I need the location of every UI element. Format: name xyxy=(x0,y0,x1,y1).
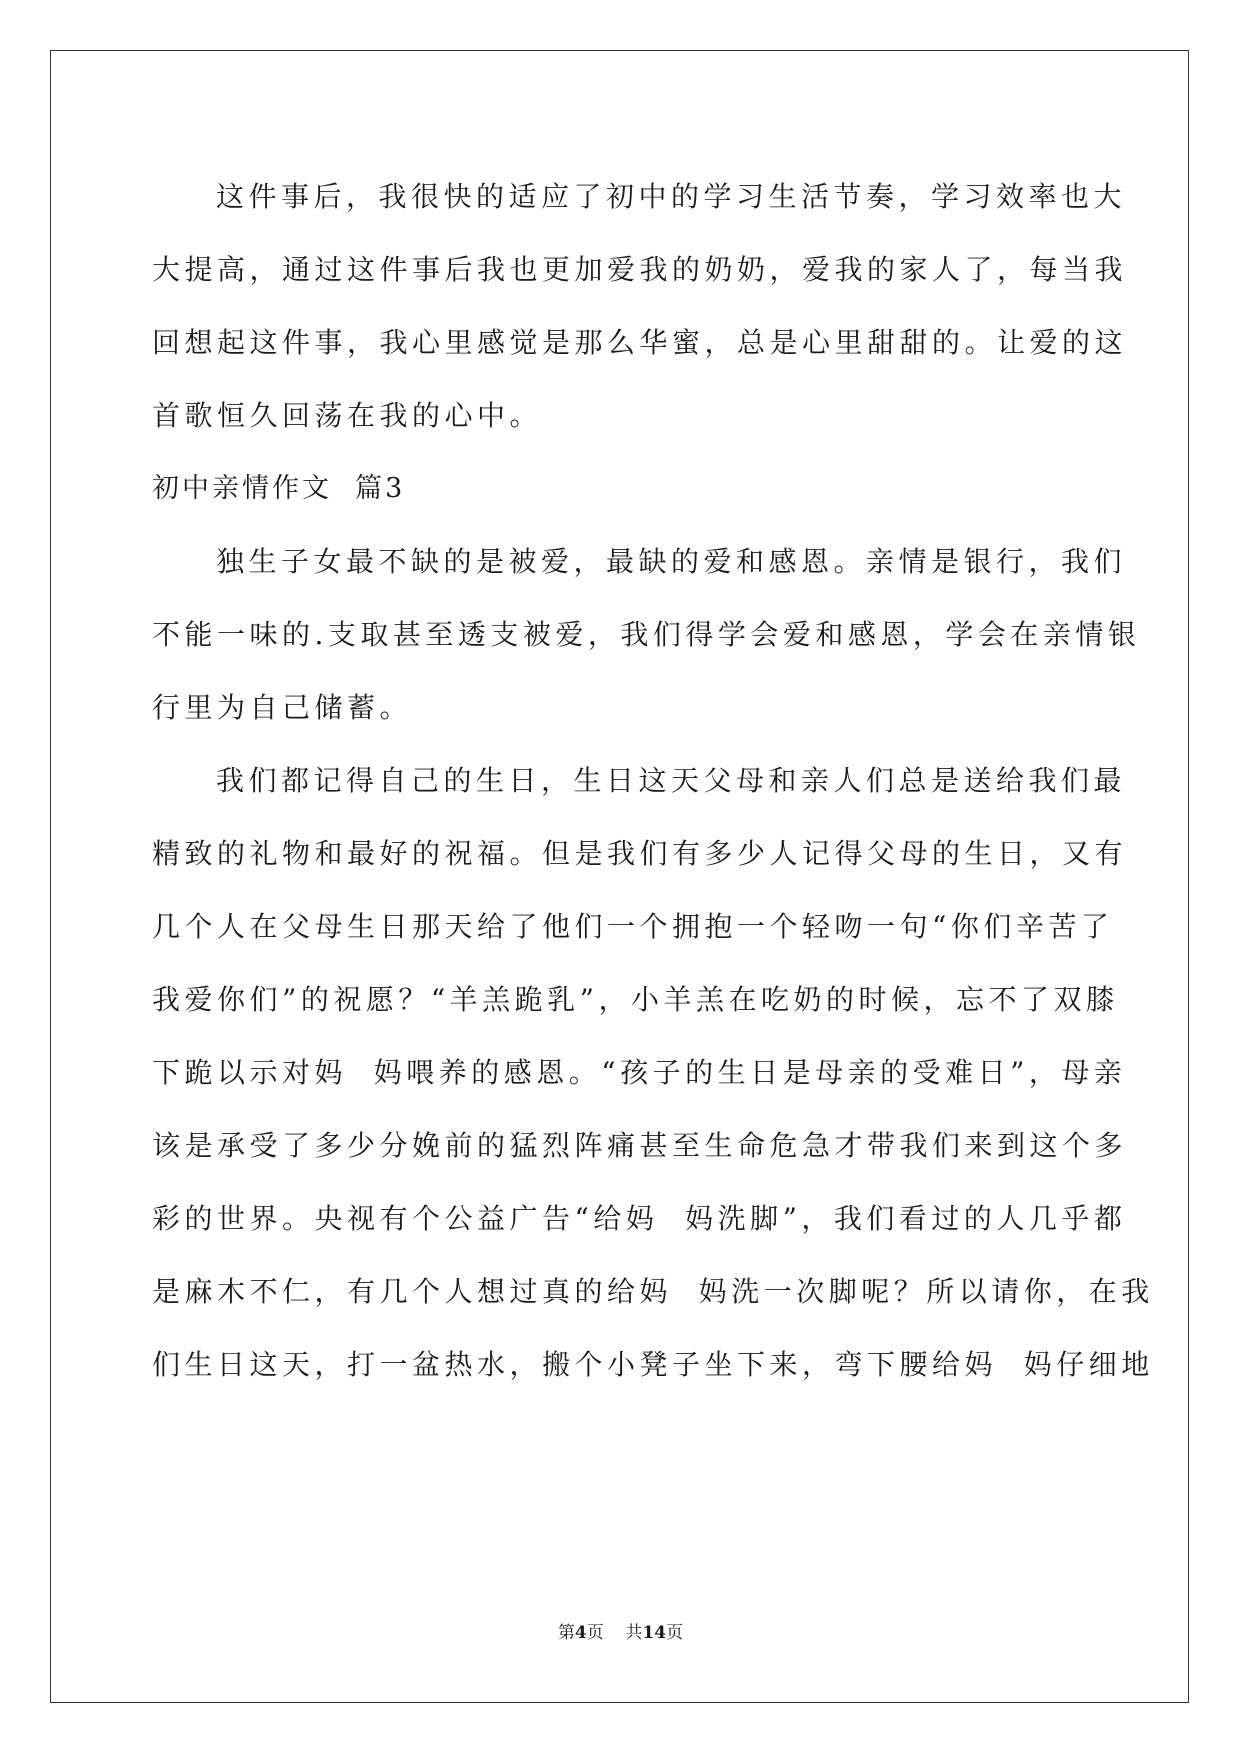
section-heading: 初中亲情作文 篇3 xyxy=(152,473,406,504)
paragraph xyxy=(152,744,1154,1401)
text-line: 独生子女最不缺的是被爱，最缺的爱和感恩。亲情是银行，我们 xyxy=(216,545,1127,578)
text-line: 是麻木不仁，有几个人想过真的给妈 妈洗一次脚呢？所以请你，在我 xyxy=(152,1275,1154,1308)
text-line: 几个人在父母生日那天给了他们一个拥抱一个轻吻一句“你们辛苦了 xyxy=(152,910,1114,943)
text-line: 这件事后，我很快的适应了初中的学习生活节奏，学习效率也大 xyxy=(216,180,1127,213)
text-line: 我爱你们”的祝愿？“羊羔跪乳”，小羊羔在吃奶的时候，忘不了双膝 xyxy=(152,983,1119,1016)
text-line: 大提高，通过这件事后我也更加爱我的奶奶，爱我的家人了，每当我 xyxy=(152,253,1128,286)
footer-prefix: 第 xyxy=(557,1623,575,1643)
text-line: 精致的礼物和最好的祝福。但是我们有多少人记得父母的生日，又有 xyxy=(152,837,1128,870)
text-line: 不能一味的.支取甚至透支被爱，我们得学会爱和感恩，学会在亲情银 xyxy=(152,618,1141,651)
page-footer xyxy=(0,1618,1241,1643)
text-line: 回想起这件事，我心里感觉是那么华蜜，总是心里甜甜的。让爱的这 xyxy=(152,326,1128,359)
text-line: 下跪以示对妈 妈喂养的感恩。“孩子的生日是母亲的受难日”，母亲 xyxy=(152,1056,1127,1089)
footer-mid: 页 共 xyxy=(586,1623,643,1643)
text-line: 首歌恒久回荡在我的心中。 xyxy=(152,399,543,432)
text-line: 彩的世界。央视有个公益广告“给妈 妈洗脚”，我们看过的人几乎都 xyxy=(152,1202,1127,1235)
text-line: 们生日这天，打一盆热水，搬个小凳子坐下来，弯下腰给妈 妈仔细地 xyxy=(152,1348,1154,1381)
footer-suffix: 页 xyxy=(666,1623,684,1643)
text-line: 行里为自己储蓄。 xyxy=(152,691,413,724)
total-pages: 14 xyxy=(642,1623,667,1643)
document-body xyxy=(152,160,1154,1401)
page-number: 4 xyxy=(574,1623,587,1643)
text-line: 该是承受了多少分娩前的猛烈阵痛甚至生命危急才带我们来到这个多 xyxy=(152,1129,1128,1162)
paragraph xyxy=(152,160,1128,452)
paragraph xyxy=(152,525,1141,744)
text-line: 我们都记得自己的生日，生日这天父母和亲人们总是送给我们最 xyxy=(216,764,1127,797)
